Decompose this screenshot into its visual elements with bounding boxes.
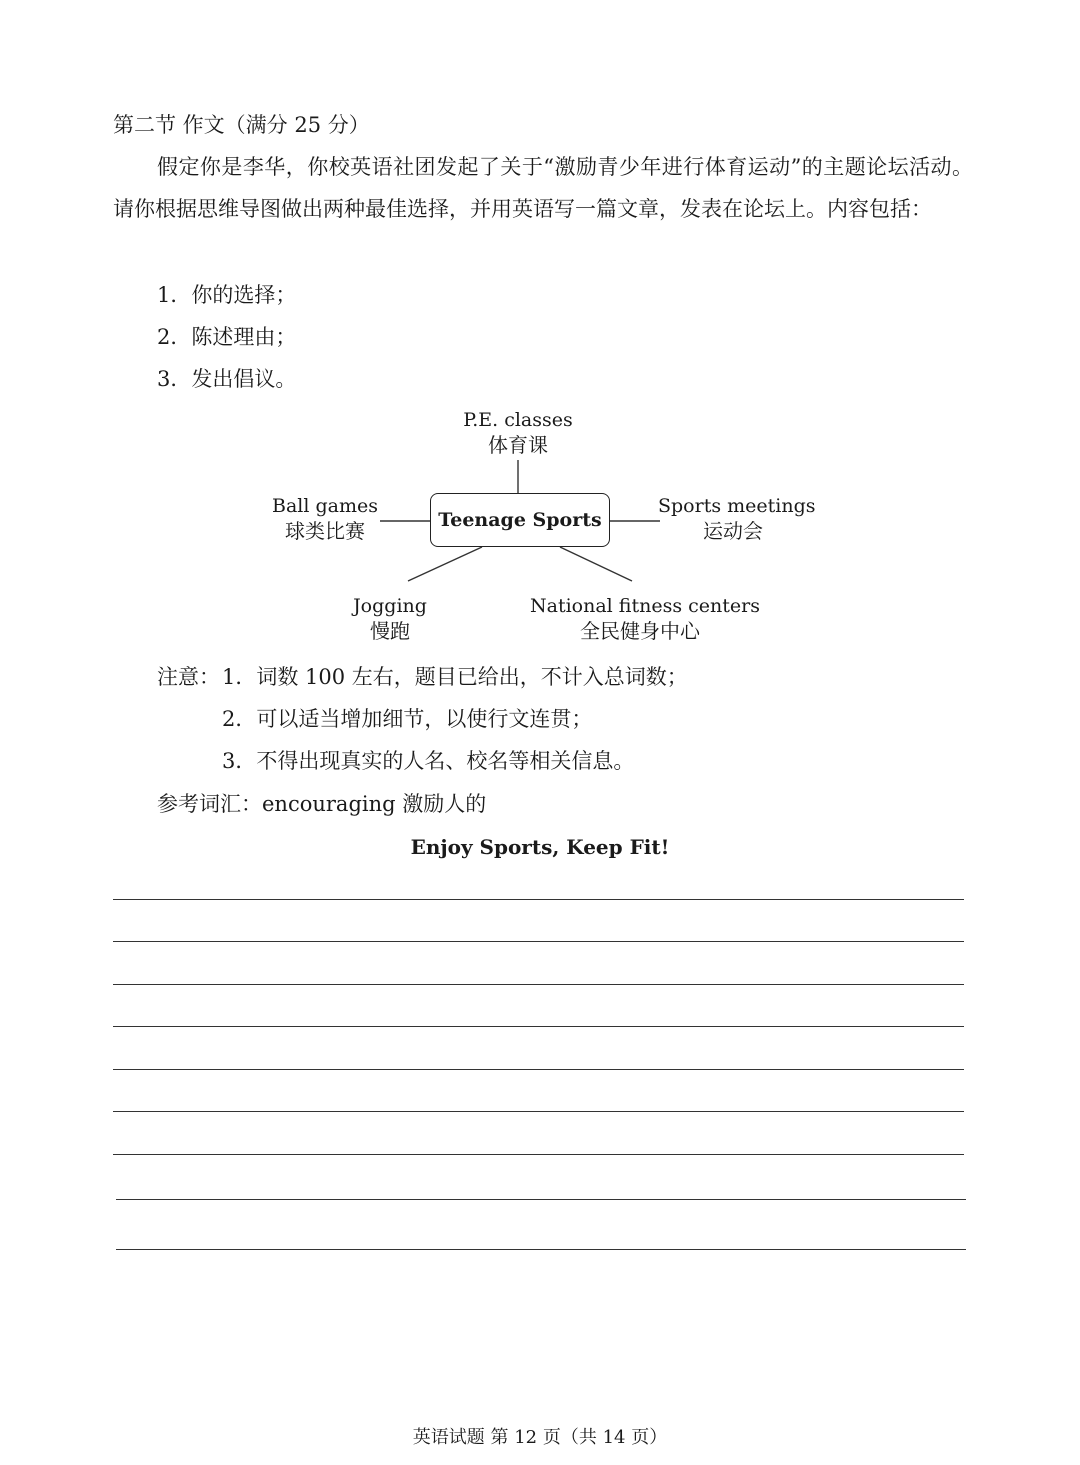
node-fitness-centers bbox=[530, 594, 760, 644]
answer-line[interactable] bbox=[116, 1249, 966, 1250]
node-ball-games bbox=[265, 494, 385, 544]
essay-title: Enjoy Sports, Keep Fit! bbox=[410, 835, 670, 859]
node-jogging bbox=[340, 594, 440, 644]
node-jogging-en: Jogging bbox=[353, 595, 427, 617]
page-footer: 英语试题 第 12 页（共 14 页） bbox=[412, 1427, 668, 1448]
node-fitness-centers-en: National fitness centers bbox=[530, 595, 760, 617]
node-ball-games-zh: 球类比赛 bbox=[285, 519, 365, 543]
requirement-item: 2．陈述理由； bbox=[157, 325, 297, 349]
note-item: 3．不得出现真实的人名、校名等相关信息。 bbox=[222, 749, 635, 773]
requirement-item: 1．你的选择； bbox=[157, 283, 297, 307]
notes-label: 注意： bbox=[157, 665, 220, 689]
node-jogging-zh: 慢跑 bbox=[370, 619, 410, 643]
answer-line[interactable] bbox=[113, 1026, 964, 1027]
answer-line[interactable] bbox=[113, 1154, 964, 1155]
connector-bottom-left bbox=[408, 547, 482, 581]
node-pe-classes-zh: 体育课 bbox=[488, 433, 548, 457]
node-pe-classes bbox=[458, 408, 578, 458]
mind-map bbox=[250, 400, 830, 650]
node-sports-meetings bbox=[658, 494, 816, 544]
mind-map-center: Teenage Sports bbox=[430, 493, 610, 547]
node-ball-games-en: Ball games bbox=[272, 495, 378, 517]
answer-line[interactable] bbox=[113, 1069, 964, 1070]
section-heading: 第二节 作文（满分 25 分） bbox=[113, 113, 370, 137]
node-fitness-centers-zh: 全民健身中心 bbox=[580, 619, 700, 643]
answer-line[interactable] bbox=[113, 899, 964, 900]
requirement-item: 3．发出倡议。 bbox=[157, 367, 297, 391]
node-sports-meetings-en: Sports meetings bbox=[658, 495, 816, 517]
connector-bottom-right bbox=[560, 547, 632, 581]
answer-line[interactable] bbox=[113, 984, 964, 985]
reference-vocab: 参考词汇：encouraging 激励人的 bbox=[157, 792, 487, 816]
answer-line[interactable] bbox=[113, 941, 964, 942]
task-prompt: 假定你是李华，你校英语社团发起了关于“激励青少年进行体育运动”的主题论坛活动。请你根据思维导图做出两种最佳选择，并用英语写一篇文章，发表在论坛上。内容包括： bbox=[113, 155, 973, 221]
note-item: 1．词数 100 左右，题目已给出，不计入总词数； bbox=[222, 665, 688, 689]
answer-line[interactable] bbox=[116, 1199, 966, 1200]
node-pe-classes-en: P.E. classes bbox=[463, 409, 573, 431]
note-item: 2．可以适当增加细节，以使行文连贯； bbox=[222, 707, 593, 731]
node-sports-meetings-zh: 运动会 bbox=[703, 519, 763, 543]
answer-line[interactable] bbox=[113, 1111, 964, 1112]
